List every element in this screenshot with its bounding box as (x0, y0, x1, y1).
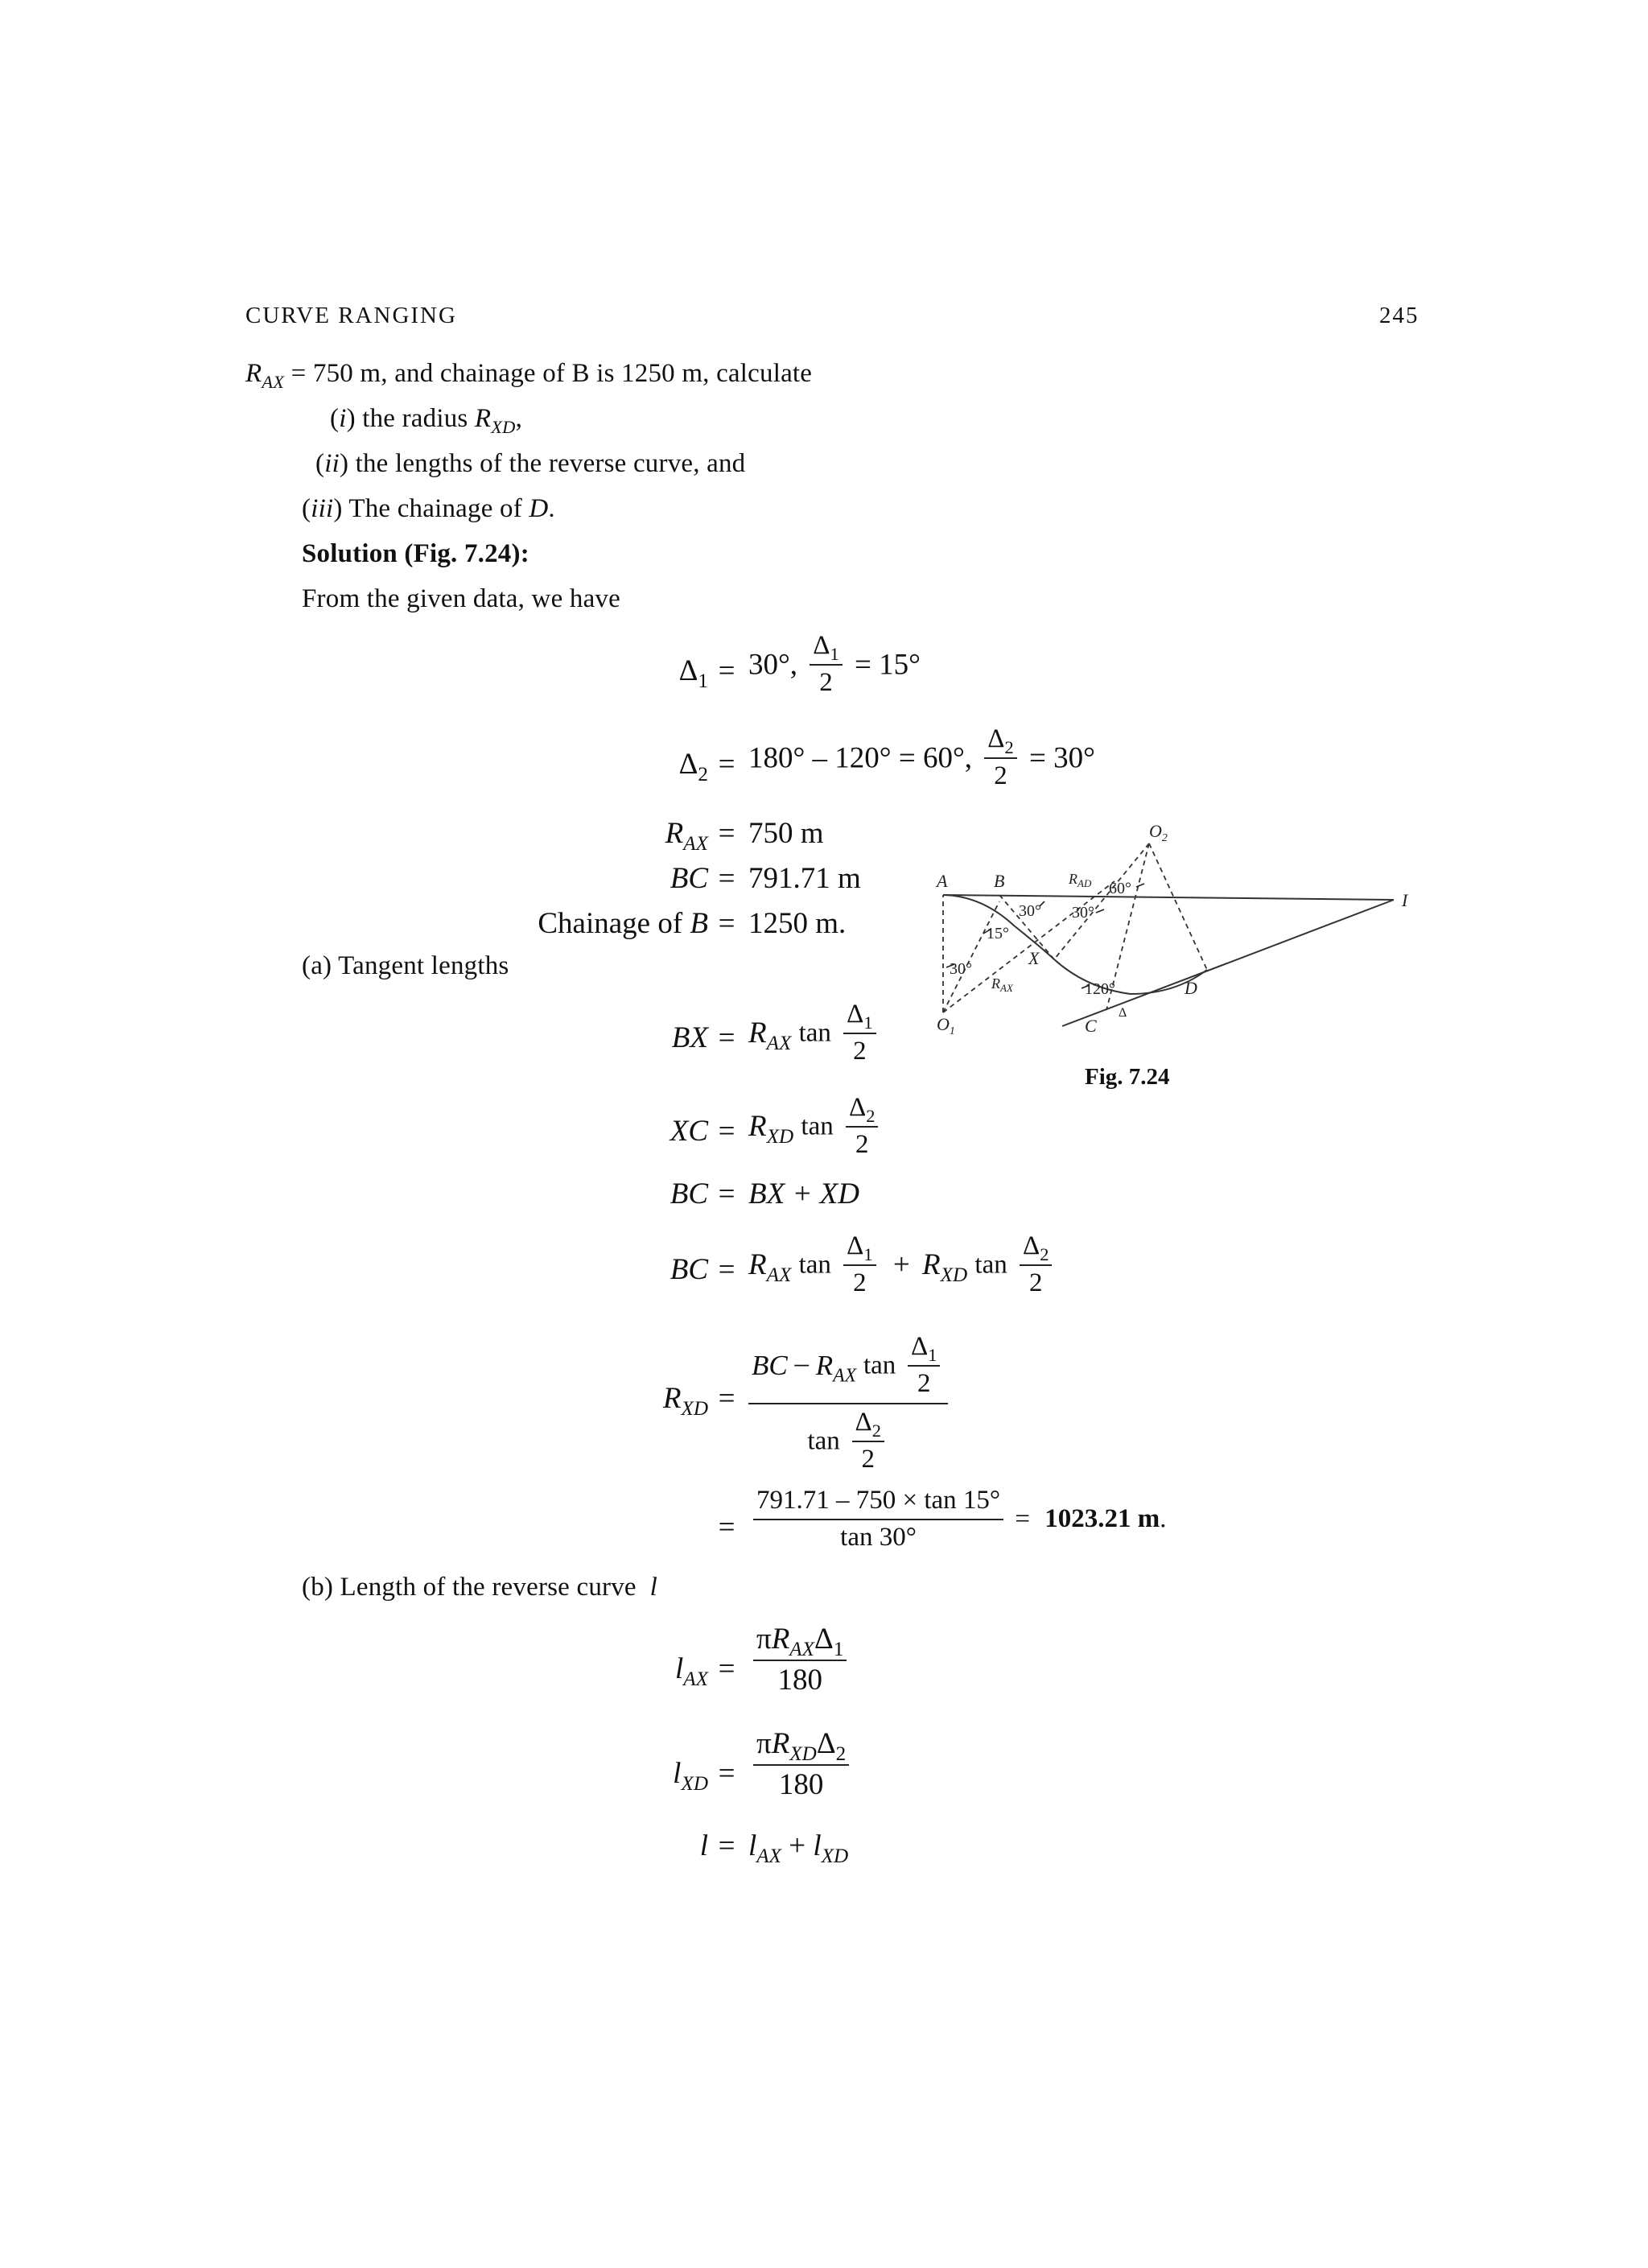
rax-lhs: $R_{AX}$ (665, 817, 708, 855)
bc-expanded-lhs: BC (670, 1253, 708, 1286)
final-numerator: 791.71 – 750 × tan 15° (753, 1486, 1003, 1520)
given-data-text: From the given data, we have (302, 584, 620, 613)
arrow-30-o2 (1096, 909, 1104, 913)
delta1-lhs: $\Delta_1$ (678, 654, 708, 692)
bc-expanded-rhs: $R_{AX}$ tan $\frac{\Delta_1}{2}$ + $R_{XD}$ tan $\frac{\Delta_2}{2}$ (748, 1231, 1057, 1299)
equals-sign: = (718, 1829, 735, 1862)
item-ii: (ii) the lengths of the reverse curve, and (315, 449, 746, 478)
delta2-half-fraction: $\frac{\Delta_2}{2}$ (984, 724, 1016, 792)
equals-sign: = (718, 817, 735, 850)
equals-sign: = (718, 1382, 735, 1415)
bc-value: 791.71 m (748, 862, 861, 895)
equals-sign: = (718, 748, 735, 781)
item-ii-text: the lengths of the reverse curve, and (355, 449, 746, 478)
label-d: D (1184, 978, 1197, 998)
chainage-label: Chainage of (538, 907, 683, 940)
bx-lhs: BX (671, 1021, 708, 1054)
angle-30-o2: 30° (1072, 904, 1094, 922)
label-c: C (1085, 1016, 1097, 1036)
label-o1: $O_1$ (937, 1014, 955, 1037)
tangent-line-ci (1062, 900, 1394, 1026)
xc-lhs: XC (670, 1115, 708, 1148)
figure-caption: Fig. 7.24 (1085, 1064, 1170, 1090)
delta1-value: 30°, (748, 648, 798, 682)
chainage-lhs: Chainage of B (538, 907, 708, 940)
label-a: A (937, 871, 948, 891)
angle-30-b: 30° (1019, 902, 1041, 920)
lxd-rhs: $\frac{\pi R_{XD}\Delta_2}{180}$ (748, 1727, 854, 1802)
rxd-lhs: $R_{XD}$ (662, 1382, 708, 1420)
equals-sign: = (718, 1177, 735, 1210)
radius-o2-d (1149, 843, 1207, 970)
item-i-text: the radius (362, 404, 468, 433)
bc-sum-rhs: BX + XD (748, 1177, 859, 1210)
lxd-lhs: $l_{XD}$ (673, 1757, 708, 1795)
item-iii-text: The chainage of (348, 494, 522, 523)
radius-o1-b (943, 901, 999, 1012)
bx-rhs: $R_{AX}$ tan $\frac{\Delta_1}{2}$ (748, 1000, 881, 1067)
label-b: B (994, 871, 1005, 891)
final-denominator: tan 30° (840, 1522, 917, 1552)
equals-sign: = (718, 654, 735, 687)
figure-7-24 (925, 813, 1424, 1054)
item-i: (i) the radius $R_{XD}$, (330, 404, 523, 437)
chainage-value: 1250 m. (748, 907, 847, 940)
delta1-half-value: = 15° (855, 648, 921, 682)
l-total-lhs: l (699, 1829, 708, 1862)
rxd-complex-fraction: BC – $R_{AX}$ tan $\frac{\Delta_1}{2}$ tan $\frac{\Delta_2}{2}$ (748, 1332, 948, 1475)
running-header: CURVE RANGING (245, 303, 457, 328)
label-x: X (1028, 948, 1040, 968)
angle-15: 15° (987, 925, 1009, 942)
equals-sign: = (718, 1652, 735, 1685)
arrow-60 (1136, 884, 1144, 887)
label-rax: $R_{AX}$ (991, 975, 1013, 994)
item-iii: (iii) The chainage of D. (302, 494, 555, 523)
equals-sign: = (718, 1757, 735, 1790)
angle-60: 60° (1109, 880, 1131, 897)
equals-sign: = (718, 1021, 735, 1054)
radius-o2-x (1054, 843, 1149, 959)
equals-sign: = (718, 1115, 735, 1148)
angle-120: 120° (1085, 980, 1115, 998)
lax-lhs: $l_{AX}$ (674, 1652, 708, 1690)
l-total-rhs: $l_{AX} + l_{XD}$ (748, 1829, 849, 1867)
delta2-rhs (748, 724, 1095, 792)
rax-value: 750 m (748, 817, 824, 850)
xc-rhs: $R_{XD}$ tan $\frac{\Delta_2}{2}$ (748, 1093, 883, 1161)
delta2-lhs: $\Delta_2$ (678, 748, 708, 786)
label-o2: $O_2$ (1149, 821, 1168, 844)
tangent-lengths-heading: (a) Tangent lengths (302, 951, 509, 980)
final-result: 1023.21 m (1044, 1504, 1160, 1534)
label-i: I (1402, 890, 1408, 910)
intro-line-text: = 750 m, and chainage of B is 1250 m, calculate (290, 359, 813, 388)
equals-sign: = (718, 907, 735, 940)
delta2-value: 180° – 120° = 60°, (748, 741, 973, 775)
angle-delta: Δ (1119, 1006, 1127, 1020)
length-heading: (b) Length of the reverse curve l (302, 1573, 658, 1602)
tangent-line-ai (943, 895, 1394, 900)
intro-line: $R_{AX} = 750$ m, and chainage of B is 1250 m, calculate (245, 359, 813, 392)
bc-sum-lhs: BC (670, 1177, 708, 1210)
delta1-half-fraction: $\frac{\Delta_1}{2}$ (810, 631, 842, 699)
rxd-numeric-fraction: $\frac{791.71 - 750 \times \tan 15^\circ}{\tan 30^\circ}$ = 1023.21 m. (748, 1486, 1167, 1553)
lax-rhs: $\frac{\pi R_{AX}\Delta_1}{180}$ (748, 1623, 851, 1697)
equals-sign: = (718, 862, 735, 895)
delta1-rhs (748, 631, 921, 699)
bc-lhs: BC (670, 862, 708, 895)
equals-sign: = (718, 1511, 735, 1544)
page-number: 245 (1379, 303, 1419, 328)
angle-30-o1: 30° (950, 960, 972, 978)
equals-sign: = (718, 1253, 735, 1286)
delta2-half-value: = 30° (1028, 741, 1095, 775)
label-rad: $R_{AD}$ (1069, 871, 1092, 889)
solution-label: Solution (Fig. 7.24): (302, 539, 529, 568)
